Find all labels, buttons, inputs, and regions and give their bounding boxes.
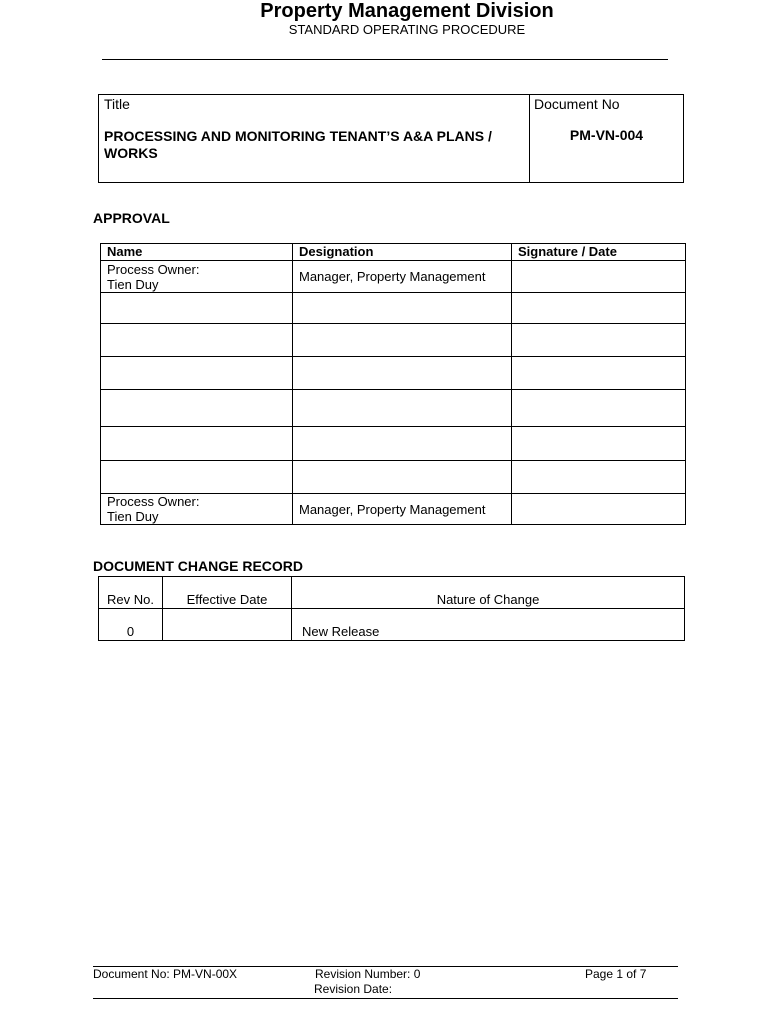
- approval-signature-cell[interactable]: [512, 494, 686, 525]
- approval-name-cell: [101, 261, 293, 293]
- footer-document-number: Document No: PM-VN-00X: [93, 967, 238, 981]
- document-number-label: Document No: [534, 96, 620, 112]
- table-row: [101, 461, 686, 494]
- approval-heading: APPROVAL: [93, 210, 170, 226]
- title-block: [98, 94, 684, 183]
- approval-designation-cell: Manager, Property Management: [293, 261, 512, 293]
- footer-divider-bottom: [93, 998, 678, 999]
- approval-designation-cell: [293, 357, 512, 390]
- document-title: PROCESSING AND MONITORING TENANT’S A&A PLANS / WORKS: [104, 128, 492, 161]
- approval-designation-cell: Manager, Property Management: [293, 494, 512, 525]
- change-record-header-row: [99, 577, 685, 609]
- nature-of-change-cell: New Release: [292, 609, 685, 641]
- approval-name-cell: [101, 390, 293, 427]
- name-person: Tien Duy: [107, 276, 159, 292]
- document-number: PM-VN-004: [569, 127, 644, 143]
- title-cell: [99, 95, 530, 183]
- approval-designation-cell: [293, 427, 512, 461]
- table-row: [101, 390, 686, 427]
- document-header-subtitle: STANDARD OPERATING PROCEDURE: [288, 22, 526, 37]
- table-row: [101, 324, 686, 357]
- approval-designation-cell: [293, 324, 512, 357]
- change-record-table: [98, 576, 685, 641]
- approval-signature-cell[interactable]: [512, 261, 686, 293]
- approval-designation-cell: [293, 293, 512, 324]
- name-role: Process Owner:: [107, 261, 200, 277]
- document-number-cell: [530, 95, 684, 183]
- change-record-heading: DOCUMENT CHANGE RECORD: [93, 558, 303, 574]
- column-header-effective-date: Effective Date: [163, 577, 292, 609]
- column-header-nature-of-change: Nature of Change: [292, 577, 685, 609]
- column-header-rev-no: Rev No.: [99, 577, 163, 609]
- name-person: Tien Duy: [107, 509, 159, 524]
- footer-revision-date: Revision Date:: [314, 982, 393, 996]
- effective-date-cell: [163, 609, 292, 641]
- rev-no-cell: 0: [99, 609, 163, 641]
- approval-name-cell: [101, 427, 293, 461]
- table-row: [101, 261, 686, 293]
- footer-revision-number: Revision Number: 0: [315, 967, 421, 981]
- document-header-title: Property Management Division: [260, 0, 554, 22]
- approval-table: [100, 243, 686, 525]
- approval-signature-cell[interactable]: [512, 324, 686, 357]
- table-row: [101, 357, 686, 390]
- approval-designation-cell: [293, 390, 512, 427]
- approval-name-cell: [101, 293, 293, 324]
- approval-name-cell: [101, 357, 293, 390]
- name-role: Process Owner:: [107, 494, 200, 509]
- approval-header-row: [101, 244, 686, 261]
- approval-signature-cell[interactable]: [512, 461, 686, 494]
- column-header-name: Name: [101, 244, 293, 261]
- approval-designation-cell: [293, 461, 512, 494]
- footer-page-number: Page 1 of 7: [585, 967, 647, 981]
- approval-signature-cell[interactable]: [512, 293, 686, 324]
- approval-name-cell: [101, 461, 293, 494]
- approval-signature-cell[interactable]: [512, 357, 686, 390]
- approval-signature-cell[interactable]: [512, 427, 686, 461]
- approval-name-cell: [101, 324, 293, 357]
- table-row: [101, 494, 686, 525]
- table-row: [101, 293, 686, 324]
- column-header-designation: Designation: [293, 244, 512, 261]
- approval-name-cell: [101, 494, 293, 525]
- header-divider: [102, 59, 668, 60]
- column-header-signature: Signature / Date: [512, 244, 686, 261]
- title-label: Title: [104, 96, 130, 112]
- table-row: [101, 427, 686, 461]
- approval-signature-cell[interactable]: [512, 390, 686, 427]
- table-row: [99, 609, 685, 641]
